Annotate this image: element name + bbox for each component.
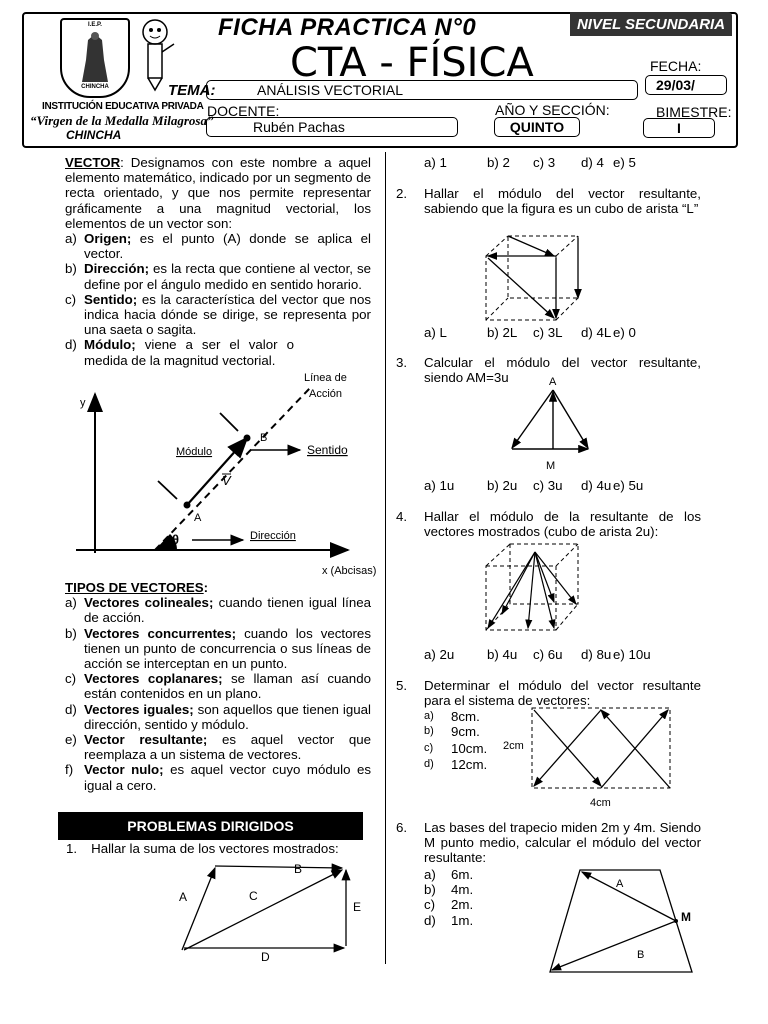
type-item: b) Vectores concurrentes; cuando los vectores tienen un punto de concurrencia o sus líneas de acción se interceptan en un punto. <box>65 625 371 672</box>
subject-title: CTA - FÍSICA <box>290 40 534 86</box>
vector-c <box>184 870 342 950</box>
institution-type: INSTITUCIÓN EDUCATIVA PRIVADA <box>42 101 204 112</box>
label-direccion: Dirección <box>250 530 296 542</box>
crest-bottom-text: CHINCHA <box>81 84 109 90</box>
label-m: M <box>681 910 691 924</box>
type-item: f) Vector nulo; es aquel vector cuyo módulo es igual a cero. <box>65 762 371 793</box>
label-height: 2cm <box>503 740 524 752</box>
problem-3: 3. Calcular el módulo del vector resultante, siendo AM=3u <box>396 355 701 386</box>
label-sentido: Sentido <box>307 443 348 457</box>
seccion-label: AÑO Y SECCIÓN: <box>495 102 610 118</box>
problem-5-diagram <box>500 704 680 814</box>
label-a: A <box>194 512 202 524</box>
level-badge: NIVEL SECUNDARIA <box>570 12 732 36</box>
element-item-direccion: b) Dirección; es la recta que contiene al vector, se define por el ángulo medido en sentido horario. <box>65 261 371 292</box>
problem-6-trapezoid <box>540 864 710 980</box>
option-a: a) 8cm. <box>424 709 480 724</box>
problem-3-options: a) 1u b) 2u c) 3u d) 4u e) 5u <box>424 478 644 493</box>
seccion-field: QUINTO <box>494 117 580 137</box>
label-a: A <box>179 890 188 904</box>
problem-6-options <box>424 867 473 928</box>
problem-5: 5. Determinar el módulo del vector resultante para el sistema de vectores: <box>396 678 701 709</box>
institution-city: CHINCHA <box>66 128 122 142</box>
vector-definition: VECTOR: Designamos con este nombre a aquel elemento matemático, indicado por un segmento de recta orientado, y que nos permite representar gráficamente a una magnitud vectorial, los elementos de un vector son: a) Origen; es el punto (A) donde se aplica el vector. b) Dirección; es la recta que contiene al vector, se define por el ángulo medido en sentido horario. c) Sentido; es la característica del vector que nos indica hacia dónde se dirige, se representa por una saeta o sagita. d) Módulo; viene a ser el valor o medida de la magnitud vectorial. <box>65 155 372 368</box>
problemas-title: PROBLEMAS DIRIGIDOS <box>58 812 363 840</box>
problem-1: 1. Hallar la suma de los vectores mostrados: <box>66 841 339 856</box>
vector-types: TIPOS DE VECTORES: a) Vectores colineales; cuando tienen igual línea de acción. b) Vectores concurrentes; cuando los vectores tienen un punto de concurrencia o sus líneas de acción se interceptan en un punto. c) Vectores coplanares; se llaman así cuando están contenidos en un plano. d) Vectores iguales; son aquellos que tienen igual dirección, sentido y módulo. e) Vector resultante; es aquel vector que reemplaza a un sistema de vectores. f) Vector nulo; es aquel vector cuyo módulo es igual a cero. <box>65 580 372 793</box>
label-v: V <box>222 473 231 488</box>
label-c: C <box>249 889 258 903</box>
type-item: d) Vectores iguales; son aquellos que tienen igual dirección, sentido y módulo. <box>65 701 372 732</box>
label-a: A <box>616 878 624 890</box>
type-item: e) Vector resultante; es aquel vector que reemplaza a un sistema de vectores. <box>65 732 371 763</box>
label-b: B <box>637 949 645 961</box>
element-item-modulo: d) Módulo; viene a ser el valor o medida de la magnitud vectorial. <box>65 337 294 368</box>
crest-top-text: I.E.P. <box>88 22 102 28</box>
type-item: a) Vectores colineales; cuando tienen igual línea de acción. <box>65 595 371 626</box>
label-abcisas: x (Abcisas) <box>322 565 377 577</box>
docente-field: Rubén Pachas <box>206 117 458 137</box>
docente-label: DOCENTE: <box>207 103 280 119</box>
type-item: c) Vectores coplanares; se llaman así cuando están contenidos en un plano. <box>65 671 371 702</box>
problem-1-options: a) 1 b) 2 c) 3 d) 4 e) 5 <box>424 155 636 170</box>
option-b: b) 9cm. <box>424 724 480 740</box>
option-c: c) 10cm. <box>424 741 488 757</box>
label-e: E <box>353 900 362 914</box>
label-width: 4cm <box>590 797 611 809</box>
option-d: d) 12cm. <box>424 756 488 772</box>
label-b: B <box>260 432 268 444</box>
option-a: a) 6m. <box>424 867 474 882</box>
option-d: d) 1m. <box>424 912 474 928</box>
problem-5-options <box>424 709 487 772</box>
label-m: M <box>546 460 556 472</box>
problem-4: 4. Hallar el módulo de la resultante de los vectores mostrados (cubo de arista 2u): <box>396 509 701 540</box>
problem-2-options: a) L b) 2L c) 3L d) 4L e) 0 <box>424 325 636 340</box>
label-theta: θ <box>172 532 180 547</box>
label-a: A <box>549 376 557 388</box>
tema-field: ANÁLISIS VECTORIAL <box>206 80 638 100</box>
sheet-title: FICHA PRACTICA N°0 <box>218 14 477 41</box>
option-c: c) 2m. <box>424 897 474 913</box>
label-d: D <box>261 950 270 964</box>
line-of-action <box>155 388 310 550</box>
tema-label: TEMA: <box>168 82 216 99</box>
bimestre-label: BIMESTRE: <box>656 104 732 120</box>
problem-4-options: a) 2u b) 4u c) 6u d) 8u e) 10u <box>424 647 651 662</box>
problem-3-diagram <box>500 372 610 474</box>
problem-6: 6. Las bases del trapecio miden 2m y 4m. Siendo M punto medio, calcular el módulo del vector resultante: <box>396 820 701 866</box>
bimestre-field: I <box>643 118 715 138</box>
fecha-label: FECHA: <box>650 58 702 74</box>
label-b: B <box>294 862 303 876</box>
label-y: y <box>80 397 86 409</box>
fecha-field: 29/03/ <box>645 75 727 95</box>
label-modulo: Módulo <box>176 446 213 458</box>
option-b: b) 4m. <box>424 882 474 898</box>
vector-elements-diagram <box>60 368 390 580</box>
problem-1-diagram <box>170 860 370 970</box>
vector-a <box>182 868 215 950</box>
institution-name: “Virgen de la Medalla Milagrosa” <box>30 113 214 128</box>
vector-b <box>215 866 342 868</box>
problem-2: 2. Hallar el módulo del vector resultante, sabiendo que la figura es un cubo de arista “L” <box>396 186 701 217</box>
problem-4-cube <box>480 540 590 634</box>
label-linea-accion-2: Acción <box>309 388 343 400</box>
label-linea-accion-1: Línea de <box>304 372 347 384</box>
school-crest <box>60 18 130 98</box>
problem-2-cube <box>478 232 588 324</box>
element-item-sentido: c) Sentido; es la característica del vector que nos indica hacia dónde se dirige, se representa por una saeta o sagita. <box>65 291 371 338</box>
column-divider <box>385 152 386 964</box>
element-item-origen: a) Origen; es el punto (A) donde se aplica el vector. <box>65 231 371 262</box>
